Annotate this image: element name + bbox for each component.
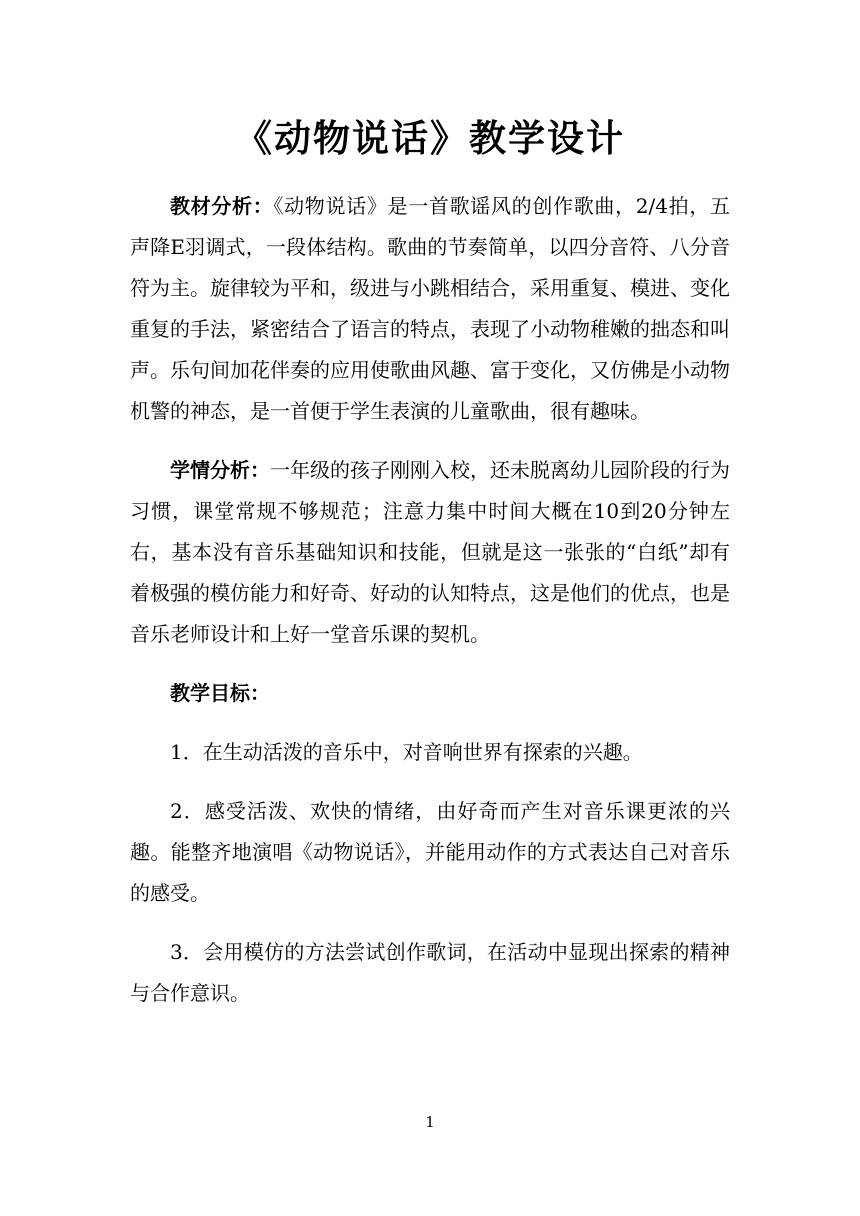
material-analysis-text: 《动物说话》是一首歌谣风的创作歌曲，2/4拍，五声降E羽调式，一段体结构。歌曲的节奏简单，以四分音符、八分音符为主。旋律较为平和，级进与小跳相结合，采用重复、模进、变化重复的手法，紧密结合了语言的特点，表现了小动物稚嫩的拙态和叫声。乐句间加花伴奏的应用使歌曲风趣、富于变化，又仿佛是小动物机警的神态，是一首便于学生表演的儿童歌曲，很有趣味。 bbox=[130, 194, 731, 423]
teaching-goal-item: 2．感受活泼、欢快的情绪，由好奇而产生对音乐课更浓的兴趣。能整齐地演唱《动物说话》，并能用动作的方式表达自己对音乐的感受。 bbox=[130, 799, 730, 905]
student-analysis-label: 学情分析： bbox=[170, 458, 270, 482]
document-title: 《动物说话》教学设计 bbox=[235, 116, 625, 160]
student-analysis-text: 一年级的孩子刚刚入校，还未脱离幼儿园阶段的行为习惯，课堂常规不够规范；注意力集中时间大概在10到20分钟左右，基本没有音乐基础知识和技能，但就是这一张张的“白纸”却有着极强的模仿能力和好奇、好动的认知特点，这是他们的优点，也是音乐老师设计和上好一堂音乐课的契机。 bbox=[130, 458, 730, 646]
teaching-goal-item: 3．会用模仿的方法尝试创作歌词，在活动中显现出探索的精神与合作意识。 bbox=[130, 940, 730, 1005]
student-analysis-paragraph bbox=[130, 450, 730, 655]
material-analysis-label: 教材分析： bbox=[170, 194, 274, 218]
document-body bbox=[130, 186, 730, 1032]
material-analysis-paragraph bbox=[130, 186, 730, 432]
teaching-goal-item: 1．在生动活泼的音乐中，对音响世界有探索的兴趣。 bbox=[170, 740, 643, 764]
teaching-goals-heading bbox=[130, 673, 730, 714]
teaching-goals-label: 教学目标： bbox=[170, 681, 270, 705]
page-number: 1 bbox=[425, 1113, 435, 1131]
